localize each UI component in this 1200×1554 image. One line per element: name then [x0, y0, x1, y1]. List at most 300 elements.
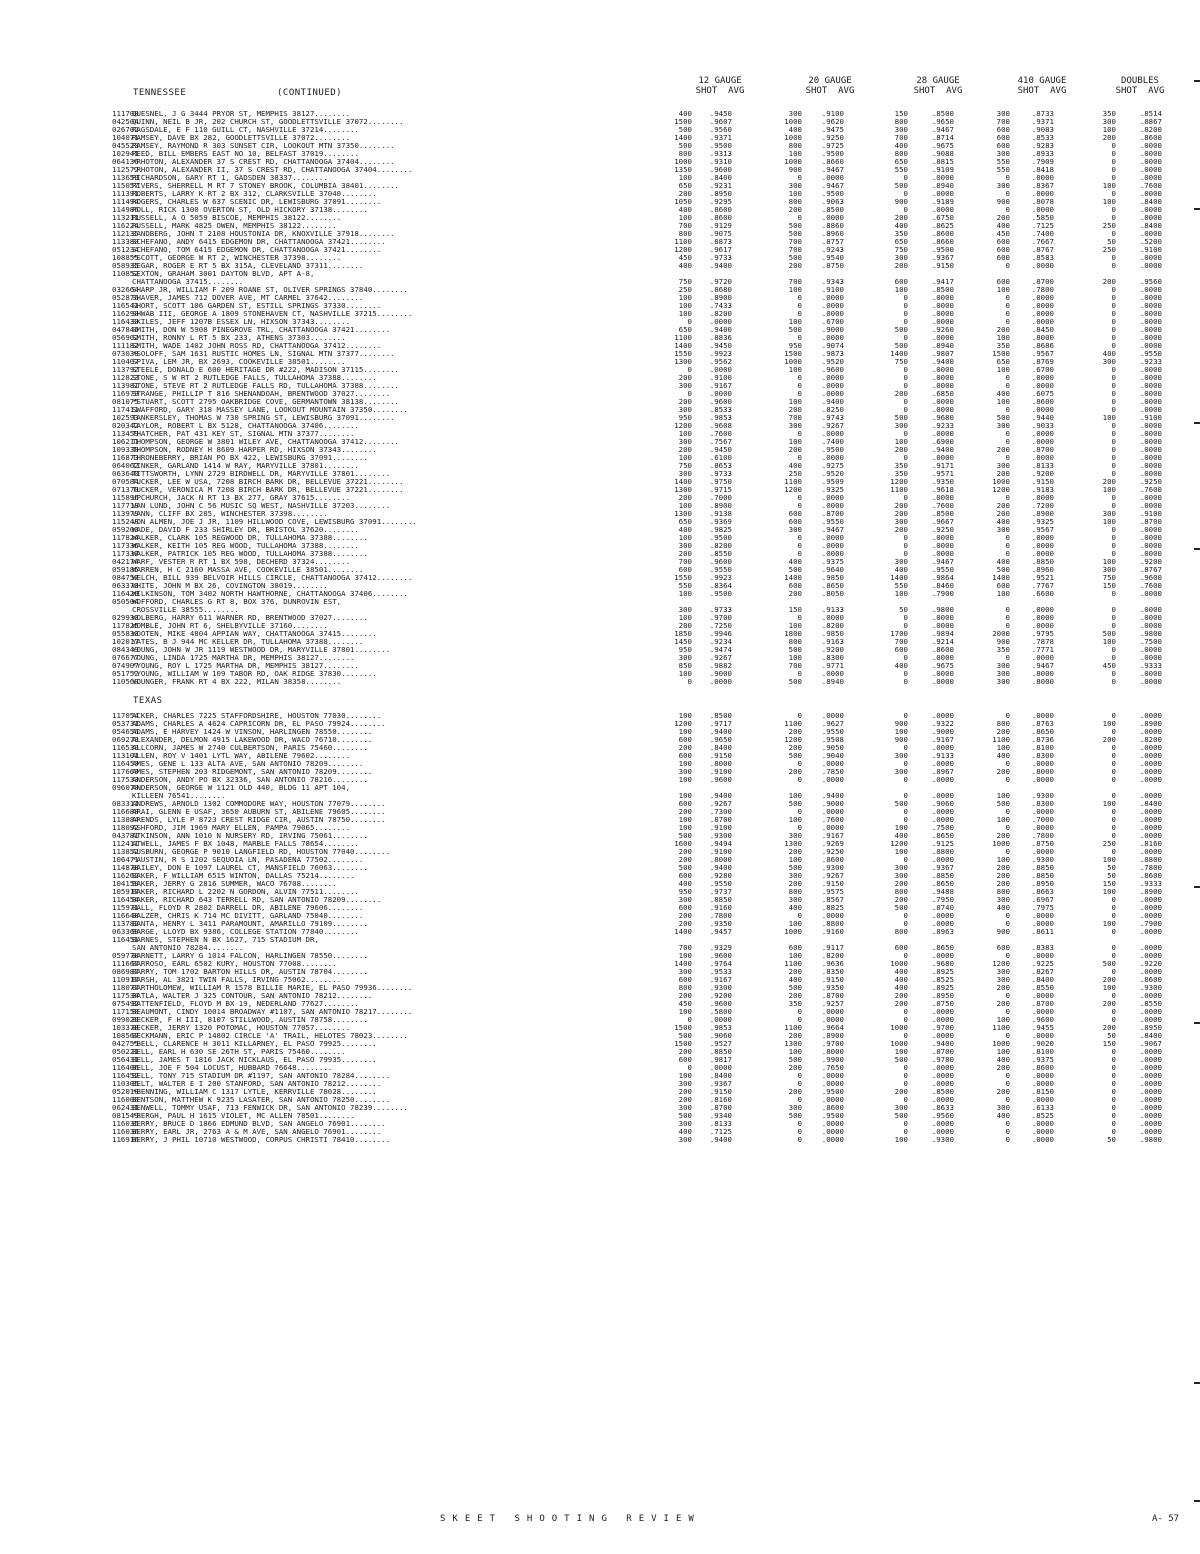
- member-name-address: RUSSELL, MARK 4825 OWEN, MEMPHIS 38122........: [132, 222, 337, 230]
- shot-28-gauge: 200: [894, 991, 908, 1000]
- avg-doubles: .0000: [1139, 807, 1162, 816]
- avg-12-gauge: .9715: [709, 485, 732, 494]
- avg-28-gauge: .0000: [931, 855, 954, 864]
- member-id: 084757: [112, 573, 139, 582]
- member-id: 020342: [112, 421, 139, 430]
- table-row: [0, 1032, 1200, 1040]
- avg-410-gauge: .0000: [1031, 549, 1054, 558]
- shot-doubles: 0: [1111, 429, 1116, 438]
- member-id: 071370: [112, 485, 139, 494]
- member-id: 113380: [112, 237, 139, 246]
- member-name-address: *RHOTON, ALEXANDER II, 37 S CREST RD, CHATTANOOGA 37404........: [132, 166, 413, 174]
- shot-12-gauge: 1400: [674, 959, 692, 968]
- avg-410-gauge: .7667: [1031, 237, 1054, 246]
- member-id: 108855: [112, 253, 139, 262]
- table-row: [0, 158, 1200, 166]
- avg-12-gauge: .9234: [709, 637, 732, 646]
- avg-410-gauge: .7909: [1031, 157, 1054, 166]
- avg-28-gauge: .9133: [931, 751, 954, 760]
- avg-410-gauge: .9440: [1031, 413, 1054, 422]
- member-name-address: WOFFORD, CHARLES G RT 8, BOX 376, DUNROVIN EST,: [132, 598, 342, 606]
- member-id: 116454: [112, 895, 139, 904]
- shot-28-gauge: 500: [894, 413, 908, 422]
- shot-28-gauge: 200: [894, 999, 908, 1008]
- table-row: [0, 1048, 1200, 1056]
- shot-doubles: 0: [1111, 727, 1116, 736]
- member-name-address: BECKER, F H III, 8107 STILLWOOD, AUSTIN 78758........: [132, 1016, 368, 1024]
- shot-410-gauge: 0: [1005, 173, 1010, 182]
- avg-410-gauge: .6600: [1031, 589, 1054, 598]
- member-name-address: YOUNG, JOHN W JR 1119 WESTWOOD DR, MARYVILLE 37801........: [132, 646, 391, 654]
- avg-410-gauge: .6075: [1031, 389, 1054, 398]
- avg-doubles: .9250: [1139, 477, 1162, 486]
- table-row: [0, 1128, 1200, 1136]
- member-id: 115896: [112, 493, 139, 502]
- shot-doubles: 0: [1111, 285, 1116, 294]
- avg-doubles: .0000: [1139, 1047, 1162, 1056]
- shot-12-gauge: 0: [687, 1015, 692, 1024]
- avg-28-gauge: .8650: [931, 879, 954, 888]
- member-id: 063373: [112, 581, 139, 590]
- shot-410-gauge: 0: [1005, 189, 1010, 198]
- shot-28-gauge: 0: [903, 333, 908, 342]
- avg-410-gauge: .7125: [1031, 221, 1054, 230]
- avg-doubles: .0000: [1139, 397, 1162, 406]
- avg-12-gauge: .9295: [709, 197, 732, 206]
- avg-28-gauge: .9322: [931, 719, 954, 728]
- avg-20-gauge: .0000: [821, 549, 844, 558]
- avg-20-gauge: .9520: [821, 357, 844, 366]
- shot-410-gauge: 2000: [992, 629, 1010, 638]
- member-name-address: RICHARDSON, GARY RT 1, GADSDEN 38337........: [132, 174, 328, 182]
- shot-20-gauge: 200: [788, 743, 802, 752]
- avg-28-gauge: .9571: [931, 469, 954, 478]
- avg-12-gauge: .9946: [709, 629, 732, 638]
- shot-20-gauge: 800: [788, 197, 802, 206]
- shot-410-gauge: 200: [996, 727, 1010, 736]
- shot-20-gauge: 0: [797, 1119, 802, 1128]
- shot-28-gauge: 0: [903, 855, 908, 864]
- shot-20-gauge: 0: [797, 711, 802, 720]
- shot-12-gauge: 100: [678, 791, 692, 800]
- shot-28-gauge: 300: [894, 1103, 908, 1112]
- avg-12-gauge: .9450: [709, 109, 732, 118]
- avg-410-gauge: .0000: [1031, 317, 1054, 326]
- shot-doubles: 250: [1102, 839, 1116, 848]
- table-row: [0, 840, 1200, 848]
- member-id: 104159: [112, 879, 139, 888]
- table-row: [0, 976, 1200, 984]
- avg-410-gauge: .8100: [1031, 743, 1054, 752]
- avg-12-gauge: .9550: [709, 879, 732, 888]
- avg-doubles: .0000: [1139, 669, 1162, 678]
- avg-410-gauge: .0000: [1031, 309, 1054, 318]
- avg-28-gauge: .8525: [931, 975, 954, 984]
- avg-12-gauge: .8000: [709, 855, 732, 864]
- member-id: 081549: [112, 1111, 139, 1120]
- member-name-address: ATKINSON, ANN 1010 N NURSERY RD, IRVING 75061........: [132, 832, 368, 840]
- avg-20-gauge: .8700: [821, 991, 844, 1000]
- avg-28-gauge: .8940: [931, 181, 954, 190]
- member-id: 026702: [112, 125, 139, 134]
- avg-28-gauge: .9894: [931, 629, 954, 638]
- avg-doubles: .7600: [1139, 485, 1162, 494]
- shot-doubles: 0: [1111, 1007, 1116, 1016]
- avg-doubles: .0000: [1139, 253, 1162, 262]
- shot-12-gauge: 200: [678, 847, 692, 856]
- avg-20-gauge: .8600: [821, 855, 844, 864]
- avg-28-gauge: .8500: [931, 285, 954, 294]
- table-row: [0, 550, 1200, 558]
- shot-28-gauge: 350: [894, 461, 908, 470]
- member-name-address: TANKERSLEY, THOMAS W 730 SPRING ST, LEWISBURG 37091........: [132, 414, 395, 422]
- shot-28-gauge: 0: [903, 743, 908, 752]
- avg-28-gauge: .8600: [931, 645, 954, 654]
- avg-410-gauge: .5850: [1031, 213, 1054, 222]
- shot-12-gauge: 100: [678, 213, 692, 222]
- shot-doubles: 0: [1111, 759, 1116, 768]
- avg-12-gauge: .9450: [709, 445, 732, 454]
- table-row: [0, 872, 1200, 880]
- avg-12-gauge: .9367: [709, 1079, 732, 1088]
- table-row: [0, 502, 1200, 510]
- shot-20-gauge: 0: [797, 759, 802, 768]
- avg-410-gauge: .8133: [1031, 461, 1054, 470]
- avg-28-gauge: .0000: [931, 405, 954, 414]
- avg-12-gauge: .8133: [709, 1119, 732, 1128]
- avg-doubles: .0000: [1139, 261, 1162, 270]
- table-row: [0, 574, 1200, 582]
- member-id: 117824: [112, 533, 139, 542]
- member-id: 113659: [112, 173, 139, 182]
- avg-20-gauge: .0000: [821, 711, 844, 720]
- member-id: 116916: [112, 1135, 139, 1144]
- member-name-address: THRONEBERRY, BRIAN PO BX 422, LEWISBURG 37091........: [132, 454, 368, 462]
- avg-20-gauge: .9267: [821, 421, 844, 430]
- shot-28-gauge: 800: [894, 887, 908, 896]
- shot-410-gauge: 900: [996, 197, 1010, 206]
- avg-20-gauge: .9500: [821, 445, 844, 454]
- member-id: 096070: [112, 783, 139, 792]
- avg-doubles: .0000: [1139, 1063, 1162, 1072]
- table-row: [0, 542, 1200, 550]
- avg-doubles: .9100: [1139, 245, 1162, 254]
- shot-doubles: 500: [1102, 959, 1116, 968]
- avg-28-gauge: .8800: [931, 847, 954, 856]
- shot-20-gauge: 700: [788, 237, 802, 246]
- avg-28-gauge: .0000: [931, 621, 954, 630]
- avg-410-gauge: .9033: [1031, 421, 1054, 430]
- avg-12-gauge: .9150: [709, 1087, 732, 1096]
- avg-doubles: .0000: [1139, 549, 1162, 558]
- shot-12-gauge: 200: [678, 189, 692, 198]
- shot-410-gauge: 0: [1005, 653, 1010, 662]
- shot-12-gauge: 300: [678, 1079, 692, 1088]
- avg-410-gauge: .9300: [1031, 855, 1054, 864]
- shot-410-gauge: 0: [1005, 1095, 1010, 1104]
- avg-doubles: .8900: [1139, 887, 1162, 896]
- avg-12-gauge: .9400: [709, 863, 732, 872]
- margin-mark: [1194, 1500, 1200, 1502]
- shot-410-gauge: 1000: [992, 1039, 1010, 1048]
- avg-410-gauge: .8933: [1031, 149, 1054, 158]
- table-row: [0, 1120, 1200, 1128]
- shot-410-gauge: 0: [1005, 261, 1010, 270]
- avg-410-gauge: .8383: [1031, 943, 1054, 952]
- shot-doubles: 0: [1111, 815, 1116, 824]
- avg-12-gauge: .9267: [709, 653, 732, 662]
- shot-doubles: 0: [1111, 1087, 1116, 1096]
- avg-doubles: .0000: [1139, 533, 1162, 542]
- shot-doubles: 350: [1102, 109, 1116, 118]
- member-name-address: REED, BILL EMBERS EAST NO 10, BELFAST 37019........: [132, 150, 359, 158]
- shot-28-gauge: 0: [903, 613, 908, 622]
- member-id: 086987: [112, 967, 139, 976]
- avg-doubles: .0000: [1139, 943, 1162, 952]
- avg-410-gauge: .0000: [1031, 1095, 1054, 1104]
- shot-doubles: 0: [1111, 189, 1116, 198]
- shot-410-gauge: 200: [996, 509, 1010, 518]
- avg-28-gauge: .8650: [931, 943, 954, 952]
- avg-12-gauge: .9000: [709, 669, 732, 678]
- shot-20-gauge: 0: [797, 453, 802, 462]
- avg-doubles: .9220: [1139, 959, 1162, 968]
- avg-410-gauge: .7975: [1031, 903, 1054, 912]
- shot-doubles: 100: [1102, 983, 1116, 992]
- avg-410-gauge: .8733: [1031, 109, 1054, 118]
- shot-12-gauge: 500: [678, 1031, 692, 1040]
- member-id: 102941: [112, 149, 139, 158]
- shot-12-gauge: 850: [678, 661, 692, 670]
- avg-12-gauge: .0000: [709, 317, 732, 326]
- table-row: [0, 470, 1200, 478]
- shot-doubles: 0: [1111, 157, 1116, 166]
- member-id: 059203: [112, 525, 139, 534]
- avg-doubles: .8700: [1139, 517, 1162, 526]
- avg-doubles: .7600: [1139, 181, 1162, 190]
- shot-20-gauge: 1800: [784, 629, 802, 638]
- avg-28-gauge: .0000: [931, 373, 954, 382]
- shot-20-gauge: 200: [788, 847, 802, 856]
- shot-12-gauge: 100: [678, 759, 692, 768]
- avg-28-gauge: .9233: [931, 421, 954, 430]
- shot-410-gauge: 600: [996, 237, 1010, 246]
- avg-28-gauge: .0000: [931, 173, 954, 182]
- member-id: 073038: [112, 349, 139, 358]
- shot-12-gauge: 100: [678, 775, 692, 784]
- shot-28-gauge: 400: [894, 967, 908, 976]
- shot-12-gauge: 200: [678, 919, 692, 928]
- shot-20-gauge: 600: [788, 943, 802, 952]
- avg-20-gauge: .8050: [821, 589, 844, 598]
- shot-28-gauge: 500: [894, 341, 908, 350]
- shot-12-gauge: 600: [678, 735, 692, 744]
- shot-12-gauge: 1550: [674, 349, 692, 358]
- table-row: [0, 494, 1200, 502]
- member-id: 112823: [112, 373, 139, 382]
- member-id: 110305: [112, 1079, 139, 1088]
- shot-doubles: 0: [1111, 165, 1116, 174]
- shot-doubles: 750: [1102, 573, 1116, 582]
- avg-28-gauge: .7900: [931, 589, 954, 598]
- shot-12-gauge: 200: [678, 911, 692, 920]
- table-row: [0, 1112, 1200, 1120]
- avg-410-gauge: .9371: [1031, 117, 1054, 126]
- shot-doubles: 100: [1102, 181, 1116, 190]
- avg-28-gauge: .0000: [931, 1127, 954, 1136]
- avg-410-gauge: .9600: [1031, 1015, 1054, 1024]
- shot-doubles: 150: [1102, 879, 1116, 888]
- page-header: [0, 76, 1200, 102]
- shot-28-gauge: 0: [903, 653, 908, 662]
- avg-28-gauge: .9400: [931, 445, 954, 454]
- avg-28-gauge: .9167: [931, 735, 954, 744]
- shot-doubles: 100: [1102, 125, 1116, 134]
- shot-410-gauge: 500: [996, 565, 1010, 574]
- shot-20-gauge: 0: [797, 1095, 802, 1104]
- member-name-address: ROBERTS, LARRY K RT 2 BX 312, CLARKSVILLE 37040........: [132, 190, 377, 198]
- avg-20-gauge: .8350: [821, 967, 844, 976]
- avg-12-gauge: .9853: [709, 1023, 732, 1032]
- avg-28-gauge: .9214: [931, 637, 954, 646]
- avg-12-gauge: .8900: [709, 293, 732, 302]
- avg-20-gauge: .8800: [821, 919, 844, 928]
- table-row: [0, 462, 1200, 470]
- shot-28-gauge: 800: [894, 117, 908, 126]
- avg-410-gauge: .9283: [1031, 141, 1054, 150]
- column-subheads: SHOT AVG: [1115, 86, 1165, 96]
- shot-20-gauge: 100: [788, 149, 802, 158]
- shot-20-gauge: 0: [797, 213, 802, 222]
- avg-20-gauge: .6700: [821, 317, 844, 326]
- avg-20-gauge: .9467: [821, 165, 844, 174]
- avg-20-gauge: .9850: [821, 573, 844, 582]
- avg-12-gauge: .8900: [709, 501, 732, 510]
- shot-doubles: 0: [1111, 461, 1116, 470]
- avg-doubles: .0000: [1139, 493, 1162, 502]
- shot-410-gauge: 200: [996, 325, 1010, 334]
- shot-doubles: 0: [1111, 895, 1116, 904]
- shot-20-gauge: 600: [788, 509, 802, 518]
- shot-410-gauge: 600: [996, 125, 1010, 134]
- table-row: [0, 358, 1200, 366]
- member-id: 117411: [112, 405, 139, 414]
- member-name-address: BELL, TONY 715 STADIUM DR #1197, SAN ANTONIO 78284........: [132, 1072, 391, 1080]
- shot-28-gauge: 100: [894, 823, 908, 832]
- avg-12-gauge: .8550: [709, 549, 732, 558]
- member-name-address: ROGERS, CHARLES W 637 SCENIC DR, LEWISBURG 37091........: [132, 198, 382, 206]
- table-row: [0, 582, 1200, 590]
- avg-doubles: .7800: [1139, 863, 1162, 872]
- avg-28-gauge: .7600: [931, 501, 954, 510]
- shot-20-gauge: 1000: [784, 157, 802, 166]
- shot-28-gauge: 100: [894, 285, 908, 294]
- shot-20-gauge: 1000: [784, 117, 802, 126]
- shot-410-gauge: 0: [1005, 533, 1010, 542]
- avg-410-gauge: .0000: [1031, 173, 1054, 182]
- avg-20-gauge: .9627: [821, 719, 844, 728]
- shot-410-gauge: 0: [1005, 549, 1010, 558]
- avg-20-gauge: .9500: [821, 189, 844, 198]
- shot-12-gauge: 500: [678, 831, 692, 840]
- shot-20-gauge: 1200: [784, 485, 802, 494]
- avg-12-gauge: .8000: [709, 759, 732, 768]
- avg-doubles: .0000: [1139, 1071, 1162, 1080]
- shot-12-gauge: 100: [678, 293, 692, 302]
- member-id: 106471: [112, 855, 139, 864]
- avg-doubles: .7500: [1139, 637, 1162, 646]
- shot-12-gauge: 0: [687, 677, 692, 686]
- avg-28-gauge: .0000: [931, 309, 954, 318]
- member-id: 105917: [112, 887, 139, 896]
- avg-12-gauge: .9300: [709, 831, 732, 840]
- avg-28-gauge: .8714: [931, 133, 954, 142]
- table-row: [0, 174, 1200, 182]
- table-row: [0, 614, 1200, 622]
- shot-12-gauge: 1400: [674, 341, 692, 350]
- avg-410-gauge: .8000: [1031, 767, 1054, 776]
- table-row: [0, 960, 1200, 968]
- avg-doubles: .0000: [1139, 759, 1162, 768]
- shot-28-gauge: 500: [894, 325, 908, 334]
- member-name-address: BAKER, RICHARD L 2202 N GORDON, ALVIN 77511........: [132, 888, 359, 896]
- avg-12-gauge: .7300: [709, 807, 732, 816]
- avg-28-gauge: .9667: [931, 517, 954, 526]
- member-id: 116035: [112, 1119, 139, 1128]
- member-name-address: BARROSO, EARL 6502 KURY, HOUSTON 77008........: [132, 960, 337, 968]
- shot-20-gauge: 1300: [784, 1039, 802, 1048]
- avg-28-gauge: .8460: [931, 581, 954, 590]
- avg-12-gauge: .9617: [709, 245, 732, 254]
- avg-20-gauge: .9117: [821, 943, 844, 952]
- shot-28-gauge: 650: [894, 157, 908, 166]
- avg-doubles: .7900: [1139, 919, 1162, 928]
- member-id: 052876: [112, 293, 139, 302]
- member-id: 116036: [112, 1127, 139, 1136]
- shot-28-gauge: 200: [894, 213, 908, 222]
- shot-20-gauge: 800: [788, 141, 802, 150]
- member-id: 064062: [112, 461, 139, 470]
- member-name-address: QUESNEL, J G 3444 PRYOR ST, MEMPHIS 38127........: [132, 110, 351, 118]
- avg-20-gauge: .0000: [821, 807, 844, 816]
- shot-20-gauge: 1000: [784, 927, 802, 936]
- shot-20-gauge: 100: [788, 951, 802, 960]
- column-subheads: SHOT AVG: [913, 86, 963, 96]
- avg-12-gauge: .9923: [709, 573, 732, 582]
- shot-410-gauge: 0: [1005, 293, 1010, 302]
- table-row: [0, 888, 1200, 896]
- shot-12-gauge: 750: [678, 461, 692, 470]
- avg-doubles: .0000: [1139, 711, 1162, 720]
- avg-20-gauge: .8700: [821, 509, 844, 518]
- member-name-address: WARREN, H C 2160 MASSA AVE, COOKEVILLE 38501........: [132, 566, 364, 574]
- shot-20-gauge: 400: [788, 461, 802, 470]
- table-row: [0, 630, 1200, 638]
- shot-410-gauge: 0: [1005, 847, 1010, 856]
- table-row: [0, 728, 1200, 736]
- member-id: 117337: [112, 549, 139, 558]
- avg-doubles: .0000: [1139, 213, 1162, 222]
- avg-20-gauge: .9267: [821, 871, 844, 880]
- member-name-address: SMITH, WADE 1402 JOHN ROSS RD, CHATTANOOGA 37412........: [132, 342, 382, 350]
- avg-410-gauge: .8650: [1031, 727, 1054, 736]
- avg-12-gauge: .9923: [709, 349, 732, 358]
- shot-28-gauge: 0: [903, 1095, 908, 1104]
- shot-410-gauge: 100: [996, 333, 1010, 342]
- avg-28-gauge: .0000: [931, 205, 954, 214]
- shot-12-gauge: 1300: [674, 357, 692, 366]
- avg-doubles: .8514: [1139, 109, 1162, 118]
